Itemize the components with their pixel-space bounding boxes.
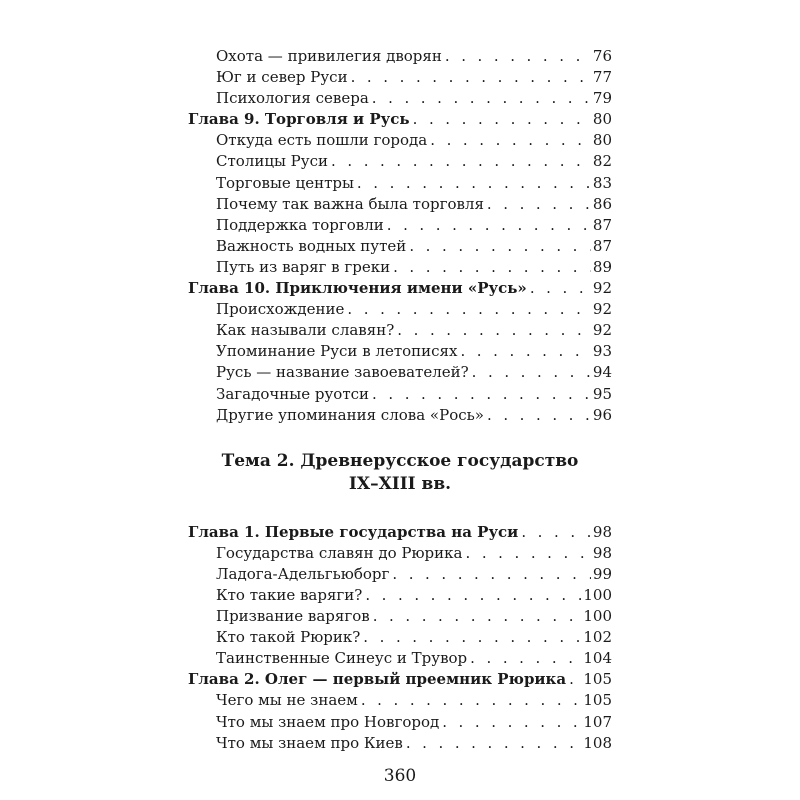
toc-entry-page: 92 [592,321,612,340]
toc-chapter-entry [188,669,612,690]
toc-subentry [188,648,612,669]
dot-leader [328,151,591,172]
dot-leader [370,606,582,627]
toc-entry-title: Что мы знаем про Киев [216,733,403,752]
dot-leader [394,320,591,341]
toc-entry-title: Что мы знаем про Новгород [216,712,440,731]
toc-entry-page: 100 [583,585,612,604]
toc-subentry [188,236,612,257]
dot-leader [390,257,591,278]
dot-leader [389,564,591,585]
toc-subentry [188,690,612,711]
dot-leader [410,109,591,130]
toc-entry-title: Поддержка торговли [216,215,384,234]
toc-entry-title: Глава 10. Приключения имени «Русь» [188,279,527,298]
toc-subentry [188,67,612,88]
toc-entry-page: 98 [592,543,612,562]
dot-leader [518,522,591,543]
section-heading [188,450,612,496]
toc-list-bottom [188,522,612,754]
toc-entry-page: 98 [592,522,612,541]
section-heading-line-2: IX–XIII вв. [348,473,452,494]
toc-entry-page: 79 [592,89,612,108]
page-number: 360 [383,766,417,786]
toc-entry-page: 99 [592,564,612,583]
toc-entry-page: 76 [592,47,612,65]
toc-entry-page: 108 [583,733,612,752]
toc-entry-page: 94 [592,363,612,382]
toc-entry-title: Важность водных путей [216,236,407,255]
toc-entry-title: Кто такой Рюрик? [216,628,361,647]
toc-entry-title: Кто такие варяги? [216,585,363,604]
toc-entry-title: Глава 2. Олег — первый преемник Рюрика [188,670,567,689]
dot-leader [354,173,591,194]
dot-leader [439,712,581,733]
toc-entry-title: Упоминание Руси в летописях [216,342,458,361]
toc-subentry [188,606,612,627]
toc-subentry [188,712,612,733]
toc-entry-title: Путь из варяг в греки [216,257,391,276]
toc-entry-title: Чего мы не знаем [216,691,358,710]
dot-leader [358,690,582,711]
toc-entry-page: 107 [583,712,612,731]
toc-entry-title: Как называли славян? [216,321,395,340]
dot-leader [484,405,591,426]
toc-entry-title: Таинственные Синеус и Трувор [216,649,468,668]
toc-entry-page: 87 [592,215,612,234]
toc-subentry [188,543,612,564]
dot-leader [457,341,590,362]
toc-entry-title: Откуда есть пошли города [216,131,428,150]
dot-leader [442,46,591,67]
toc-entry-title: Ладога-Адельгьюборг [216,564,390,583]
toc-subentry [188,405,612,426]
toc-subentry [188,88,612,109]
toc-list-top [188,46,612,426]
toc-entry-page: 92 [592,279,612,298]
dot-leader [467,648,581,669]
toc-entry-title: Глава 9. Торговля и Русь [188,110,410,129]
dot-leader [566,669,581,690]
toc-entry-title: Почему так важна была торговля [216,194,484,213]
toc-subentry [188,627,612,648]
dot-leader [344,299,591,320]
toc-subentry [188,173,612,194]
toc-entry-title: Торговые центры [216,173,354,192]
table-of-contents [188,46,612,754]
toc-subentry [188,362,612,383]
toc-entry-title: Происхождение [216,300,345,319]
toc-subentry [188,151,612,172]
toc-subentry [188,564,612,585]
toc-entry-page: 105 [583,670,612,689]
toc-entry-page: 100 [583,607,612,626]
toc-subentry [188,257,612,278]
toc-entry-page: 82 [592,152,612,171]
toc-entry-page: 104 [583,649,612,668]
toc-entry-page: 86 [592,194,612,213]
toc-entry-title: Психология севера [216,89,369,108]
toc-entry-page: 96 [592,405,612,424]
dot-leader [360,627,581,648]
toc-subentry [188,341,612,362]
toc-entry-page: 89 [592,257,612,276]
dot-leader [527,278,591,299]
toc-entry-page: 80 [592,131,612,150]
toc-entry-page: 80 [592,110,612,129]
toc-chapter-entry [188,278,612,299]
toc-entry-title: Глава 1. Первые государства на Руси [188,522,519,541]
toc-entry-page: 83 [592,173,612,192]
toc-entry-page: 95 [592,384,612,403]
dot-leader [406,236,591,257]
dot-leader [348,67,591,88]
toc-subentry [188,46,612,67]
toc-entry-title: Загадочные руотси [216,384,370,403]
section-heading-line-1: Тема 2. Древнерусское государство [221,450,579,471]
dot-leader [369,88,591,109]
toc-entry-page: 105 [583,691,612,710]
dot-leader [384,215,591,236]
toc-subentry [188,215,612,236]
dot-leader [462,543,590,564]
toc-entry-title: Охота — привилегия дворян [216,47,442,65]
dot-leader [484,194,591,215]
toc-subentry [188,299,612,320]
toc-chapter-entry [188,109,612,130]
toc-subentry [188,320,612,341]
dot-leader [369,384,591,405]
toc-subentry [188,384,612,405]
toc-entry-page: 102 [583,628,612,647]
toc-subentry [188,194,612,215]
toc-subentry [188,130,612,151]
toc-entry-title: Столицы Руси [216,152,329,171]
toc-entry-title: Юг и север Руси [216,68,348,87]
toc-chapter-entry [188,522,612,543]
toc-entry-title: Призвание варягов [216,607,370,626]
toc-entry-page: 87 [592,236,612,255]
dot-leader [362,585,581,606]
dot-leader [469,362,591,383]
dot-leader [427,130,591,151]
toc-entry-title: Государства славян до Рюрика [216,543,463,562]
toc-entry-page: 92 [592,300,612,319]
toc-subentry [188,585,612,606]
toc-entry-page: 77 [592,68,612,87]
toc-subentry [188,733,612,754]
dot-leader [403,733,582,754]
toc-entry-page: 93 [592,342,612,361]
toc-entry-title: Русь — название завоевателей? [216,363,469,382]
toc-entry-title: Другие упоминания слова «Рось» [216,405,484,424]
